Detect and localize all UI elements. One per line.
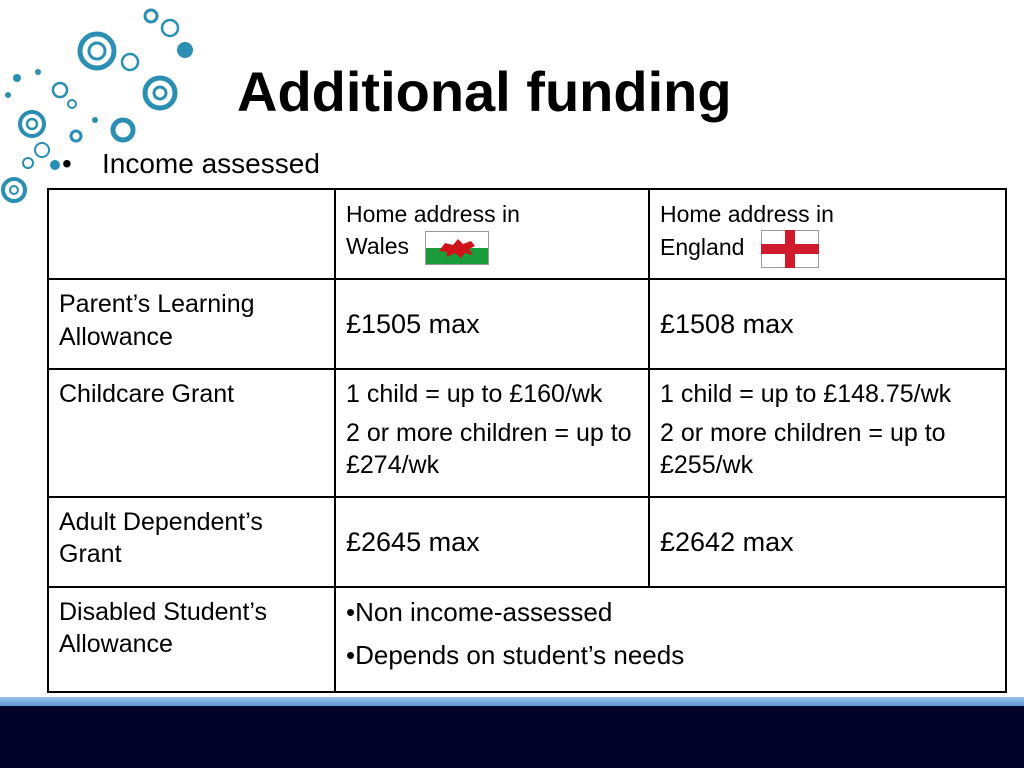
wales-value: 1 child = up to £160/wk 2 or more children = up to £274/wk — [335, 369, 649, 497]
row-label: Disabled Student’s Allowance — [48, 587, 335, 693]
table-row — [48, 369, 1006, 497]
england-value: £2642 max — [649, 497, 1006, 587]
header-wales-cell: Home address in Wales — [335, 189, 649, 279]
teal-circles-decoration — [0, 0, 210, 220]
wales-flag-icon — [425, 231, 489, 265]
bullet-income-assessed — [62, 147, 320, 181]
header-england-cell: Home address in England — [649, 189, 1006, 279]
table-row — [48, 587, 1006, 693]
bullet-dot: • — [62, 148, 72, 179]
footer-bar — [0, 706, 1024, 768]
table-row — [48, 279, 1006, 369]
table-row — [48, 497, 1006, 587]
dsa-notes-cell: •Non income-assessed •Depends on student’s needs — [335, 587, 1006, 693]
england-value: 1 child = up to £148.75/wk 2 or more children = up to £255/wk — [649, 369, 1006, 497]
slide-title: Additional funding — [237, 60, 732, 123]
footer-accent-strip — [0, 697, 1024, 706]
header-empty-cell — [48, 189, 335, 279]
table-header-row — [48, 189, 1006, 279]
wales-value: £1505 max — [335, 279, 649, 369]
bullet-text: Income assessed — [102, 148, 320, 179]
row-label: Adult Dependent’s Grant — [48, 497, 335, 587]
row-label: Parent’s Learning Allowance — [48, 279, 335, 369]
wales-value: £2645 max — [335, 497, 649, 587]
england-flag-icon — [761, 230, 819, 268]
funding-table — [47, 188, 1007, 693]
england-value: £1508 max — [649, 279, 1006, 369]
row-label: Childcare Grant — [48, 369, 335, 497]
